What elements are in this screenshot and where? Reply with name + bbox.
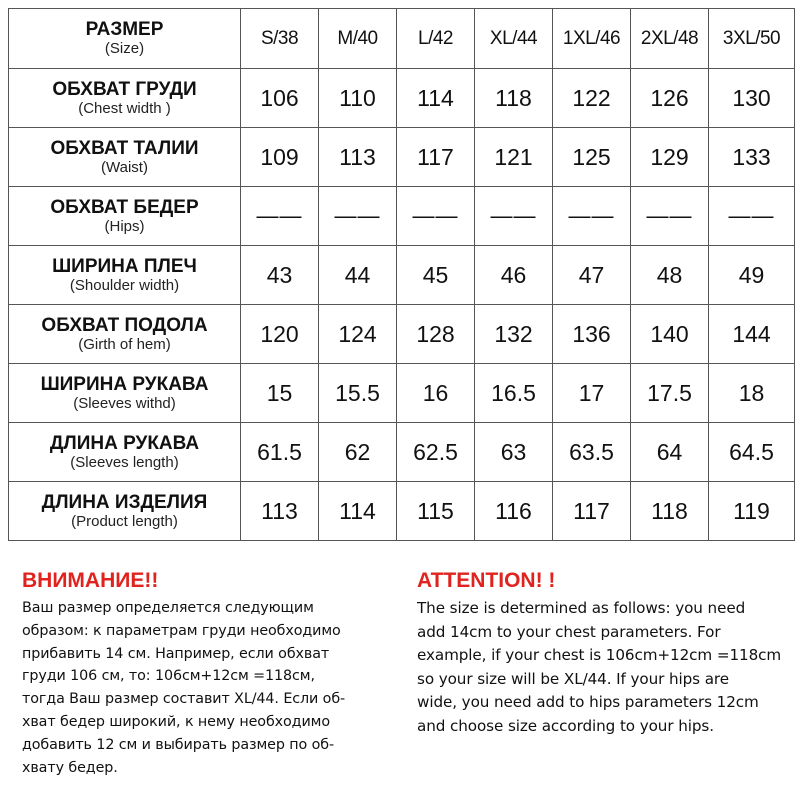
row-label-ru: ШИРИНА ПЛЕЧ bbox=[52, 255, 197, 277]
table-cell: 46 bbox=[475, 246, 553, 305]
row-label bbox=[9, 305, 241, 364]
size-column-header: L/42 bbox=[397, 9, 475, 69]
notice-line: and choose size according to your hips. bbox=[417, 716, 714, 735]
table-cell: 113 bbox=[241, 482, 319, 541]
table-cell: 130 bbox=[709, 69, 795, 128]
size-column-header: 2XL/48 bbox=[631, 9, 709, 69]
table-cell: 136 bbox=[553, 305, 631, 364]
table-cell: 133 bbox=[709, 128, 795, 187]
table-cell: 64.5 bbox=[709, 423, 795, 482]
table-row-sleeve-width bbox=[9, 364, 795, 423]
notice-line: груди 106 см, то: 106см+12см =118см, bbox=[22, 668, 315, 685]
table-cell: 114 bbox=[319, 482, 397, 541]
table-cell: 16 bbox=[397, 364, 475, 423]
row-label-ru: ДЛИНА РУКАВА bbox=[49, 432, 200, 454]
size-column-header: 3XL/50 bbox=[709, 9, 795, 69]
notice-line: The size is determined as follows: you need bbox=[417, 599, 746, 617]
table-cell: 140 bbox=[631, 305, 709, 364]
table-cell: —— bbox=[553, 187, 631, 246]
table-cell: 62 bbox=[319, 423, 397, 482]
row-label-ru: ОБХВАТ БЕДЕР bbox=[50, 196, 199, 218]
notice-line: Ваш размер определяется следующим bbox=[22, 600, 314, 616]
table-cell: 106 bbox=[241, 69, 319, 128]
size-header-cell bbox=[9, 9, 241, 69]
row-label-ru: ШИРИНА РУКАВА bbox=[40, 373, 209, 395]
table-cell: 144 bbox=[709, 305, 795, 364]
table-cell: —— bbox=[475, 187, 553, 246]
table-row-hips bbox=[9, 187, 795, 246]
notice-line: add 14cm to your chest parameters. For bbox=[417, 622, 721, 641]
table-cell: 48 bbox=[631, 246, 709, 305]
row-label-ru: ОБХВАТ ТАЛИИ bbox=[50, 137, 199, 159]
table-cell: —— bbox=[709, 187, 795, 246]
table-cell: 119 bbox=[709, 482, 795, 541]
notice-line: so your size will be XL/44. If your hips are bbox=[417, 669, 729, 688]
table-row-chest bbox=[9, 69, 795, 128]
table-cell: —— bbox=[241, 187, 319, 246]
table-cell: 118 bbox=[475, 69, 553, 128]
table-cell: —— bbox=[631, 187, 709, 246]
table-cell: 16.5 bbox=[475, 364, 553, 423]
table-row-hem bbox=[9, 305, 795, 364]
table-cell: 63 bbox=[475, 423, 553, 482]
table-cell: 47 bbox=[553, 246, 631, 305]
notice-line: example, if your chest is 106cm+12cm =118cm bbox=[417, 646, 782, 665]
row-label-ru: ОБХВАТ ПОДОЛА bbox=[41, 314, 208, 336]
row-label-en: (Sleeves length) bbox=[70, 453, 179, 471]
notice-title-en: ATTENTION! ! bbox=[417, 569, 556, 592]
notice-line: хват бедер широкий, к нему необходимо bbox=[22, 713, 330, 730]
table-cell: 113 bbox=[319, 128, 397, 187]
table-cell: 114 bbox=[397, 69, 475, 128]
table-cell: 43 bbox=[241, 246, 319, 305]
row-label-en: (Chest width ) bbox=[78, 99, 171, 117]
table-cell: 109 bbox=[241, 128, 319, 187]
table-cell: 120 bbox=[241, 305, 319, 364]
size-column-header: XL/44 bbox=[475, 9, 553, 69]
table-cell: 17.5 bbox=[631, 364, 709, 423]
size-column-header: M/40 bbox=[319, 9, 397, 69]
notice-russian bbox=[22, 566, 402, 779]
size-column-header: S/38 bbox=[241, 9, 319, 69]
table-cell: 124 bbox=[319, 305, 397, 364]
table-cell: 15.5 bbox=[319, 364, 397, 423]
table-cell: 122 bbox=[553, 69, 631, 128]
row-label-en: (Hips) bbox=[104, 217, 145, 235]
notice-title-ru: ВНИМАНИЕ!! bbox=[22, 569, 159, 592]
table-cell: 116 bbox=[475, 482, 553, 541]
table-cell: 129 bbox=[631, 128, 709, 187]
table-cell: —— bbox=[397, 187, 475, 246]
size-label-en: (Size) bbox=[104, 40, 145, 57]
row-label-en: (Girth of hem) bbox=[78, 335, 171, 353]
row-label bbox=[9, 69, 241, 128]
table-cell: 132 bbox=[475, 305, 553, 364]
row-label-en: (Sleeves withd) bbox=[73, 394, 176, 412]
table-cell: 128 bbox=[397, 305, 475, 364]
table-cell: 125 bbox=[553, 128, 631, 187]
notice-line: тогда Ваш размер составит XL/44. Если об- bbox=[22, 691, 346, 708]
table-cell: 17 bbox=[553, 364, 631, 423]
row-label-en: (Shoulder width) bbox=[69, 276, 180, 294]
row-label-en: (Waist) bbox=[101, 158, 148, 176]
table-cell: 115 bbox=[397, 482, 475, 541]
table-cell: 44 bbox=[319, 246, 397, 305]
table-cell: 118 bbox=[631, 482, 709, 541]
row-label-ru: ОБХВАТ ГРУДИ bbox=[52, 78, 197, 100]
table-row-product-length bbox=[9, 482, 795, 541]
row-label bbox=[9, 187, 241, 246]
notice-line: wide, you need add to hips parameters 12cm bbox=[417, 693, 759, 712]
row-label bbox=[9, 364, 241, 423]
table-row-sleeve-length bbox=[9, 423, 795, 482]
size-table bbox=[8, 8, 795, 541]
table-cell: 126 bbox=[631, 69, 709, 128]
notice-line: хвату бедер. bbox=[22, 759, 118, 776]
row-label bbox=[9, 423, 241, 482]
table-cell: 15 bbox=[241, 364, 319, 423]
notice-line: добавить 12 см и выбирать размер по об- bbox=[22, 736, 335, 753]
table-row-shoulder bbox=[9, 246, 795, 305]
table-row-waist bbox=[9, 128, 795, 187]
row-label bbox=[9, 246, 241, 305]
table-cell: 18 bbox=[709, 364, 795, 423]
notice-line: прибавить 14 см. Например, если обхват bbox=[22, 645, 330, 662]
table-cell: 45 bbox=[397, 246, 475, 305]
table-header-row bbox=[9, 9, 795, 69]
table-cell: —— bbox=[319, 187, 397, 246]
table-cell: 117 bbox=[397, 128, 475, 187]
table-cell: 110 bbox=[319, 69, 397, 128]
row-label bbox=[9, 128, 241, 187]
table-cell: 61.5 bbox=[241, 423, 319, 482]
row-label-en: (Product length) bbox=[71, 512, 178, 530]
table-cell: 121 bbox=[475, 128, 553, 187]
row-label bbox=[9, 482, 241, 541]
table-cell: 62.5 bbox=[397, 423, 475, 482]
size-label-ru: РАЗМЕР bbox=[85, 19, 164, 40]
notice-line: образом: к параметрам груди необходимо bbox=[22, 622, 341, 639]
row-label-ru: ДЛИНА ИЗДЕЛИЯ bbox=[41, 491, 208, 513]
table-cell: 64 bbox=[631, 423, 709, 482]
table-cell: 63.5 bbox=[553, 423, 631, 482]
notice-english bbox=[417, 566, 797, 739]
table-cell: 49 bbox=[709, 246, 795, 305]
size-column-header: 1XL/46 bbox=[553, 9, 631, 69]
table-cell: 117 bbox=[553, 482, 631, 541]
